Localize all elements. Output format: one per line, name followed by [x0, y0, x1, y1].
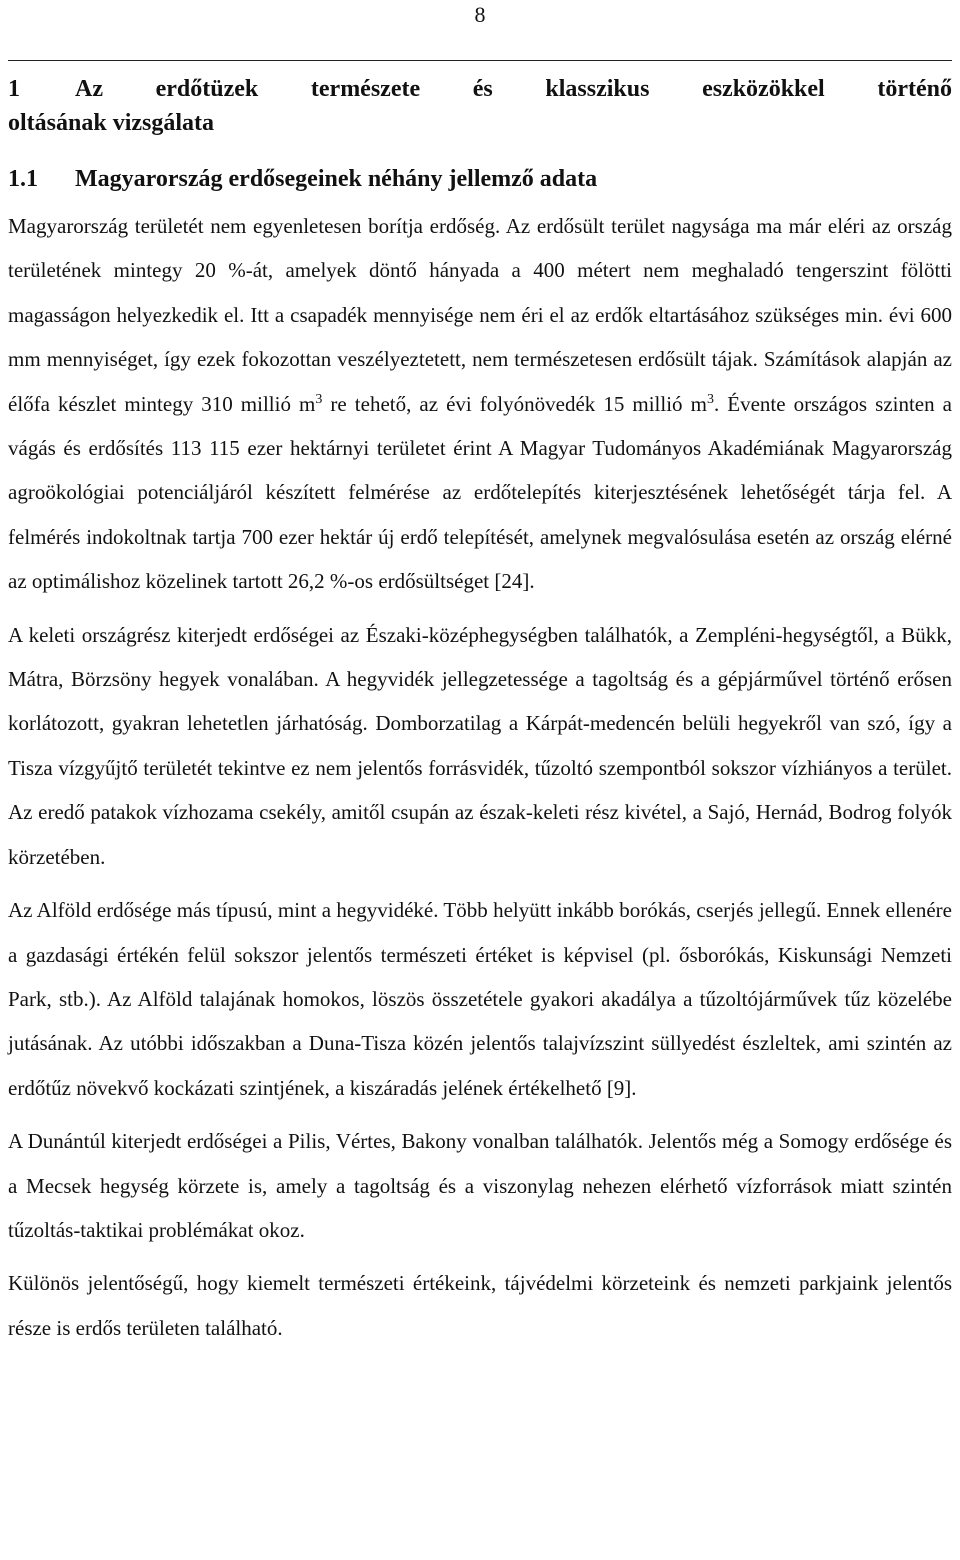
header-rule — [8, 60, 952, 61]
paragraph-1-part-1: Magyarország területét nem egyenletesen borítja erdőség. Az erdősült terület nagysága ma már eléri az ország területének mintegy 20 %-át, amelyek döntő hányada a 400 métert nem meghaladó tengerszint fölötti magasságon helyezkedik el. Itt a csapadék mennyisége nem éri el az erdők eltartásához szükséges min. évi 600 mm mennyiséget, így ezek fokozottan veszélyeztetett, nem természetesen erdősült tájak. Számítások alapján az élőfa készlet mintegy 310 millió m — [8, 214, 952, 416]
paragraph-1-part-2: re tehető, az évi folyónövedék 15 millió m — [322, 391, 707, 416]
section-number: 1.1 — [8, 166, 38, 192]
paragraph-5: Különös jelentőségű, hogy kiemelt természeti értékeink, tájvédelmi körzeteink és nemzeti parkjaink jelentős része is erdős területen található. — [8, 1271, 952, 1340]
chapter-title-line-1: Az erdőtüzek természete és klasszikus eszközökkel történő — [75, 76, 952, 102]
page-number: 8 — [474, 2, 486, 27]
document-body — [8, 72, 952, 1350]
paragraph-3: Az Alföld erdősége más típusú, mint a hegyvidéké. Több helyütt inkább borókás, cserjés jellegű. Ennek ellenére a gazdasági értékén felül sokszor jelentős természeti értéket is képvisel (pl. ősborókás, Kiskunsági Nemzeti Park, stb.). Az Alföld talajának homokos, löszös összetétele gyakori akadálya a tűzoltójárművek tűz közelébe jutásának. Az utóbbi időszakban a Duna-Tisza közén jelentős talajvízszint süllyedést észleltek, ami szintén az erdőtűz növekvő kockázati szintjének, a kiszáradás jelének értékelhető [9]. — [8, 898, 952, 1100]
paragraph-1 — [8, 204, 952, 604]
section-title: Magyarország erdősegeinek néhány jellemző adata — [75, 166, 598, 192]
superscript-1: 3 — [315, 391, 323, 407]
paragraph-2: A keleti országrész kiterjedt erdőségei az Északi-középhegységben találhatók, a Zempléni-hegységtől, a Bükk, Mátra, Börzsöny hegyek vonalában. A hegyvidék jellegzetessége a tagoltság és a gépjárművel történő erősen korlátozott, gyakran lehetetlen járhatóság. Domborzatilag a Kárpát-medencén belüli hegyekről van szó, így a Tisza vízgyűjtő területét tekintve ez nem jelentős forrásvidék, tűzoltó szempontból sokszor vízhiányos a terület. Az eredő patakok vízhozama csekély, amitől csupán az észak-keleti rész kivétel, a Sajó, Hernád, Bodrog folyók körzetében. — [8, 622, 952, 869]
chapter-title-line-2: oltásának vizsgálata — [8, 110, 215, 136]
paragraph-1-part-3: . Évente országos szinten a vágás és erdősítés 113 115 ezer hektárnyi területet érint A Magyar Tudományos Akadémiának Magyarország agroökológiai potenciáljáról készített felmérése az erdőtelepítés kiterjesztésének lehetőségét tárja fel. A felmérés indokoltnak tartja 700 ezer hektár új erdő telepítését, amelynek megvalósulása esetén az ország elérné az optimálishoz közelinek tartott 26,2 %-os erdősültséget [24]. — [8, 391, 952, 594]
superscript-2: 3 — [706, 391, 714, 407]
section-heading — [8, 162, 952, 196]
chapter-number: 1 — [8, 76, 20, 102]
chapter-heading — [8, 72, 952, 106]
paragraph-4: A Dunántúl kiterjedt erdőségei a Pilis, Vértes, Bakony vonalban találhatók. Jelentős még a Somogy erdősége és a Mecsek hegység körzete is, amely a tagoltság és a viszonylag nehezen elérhető vízforrások miatt szintén tűzoltás-taktikai problémákat okoz. — [8, 1129, 952, 1242]
